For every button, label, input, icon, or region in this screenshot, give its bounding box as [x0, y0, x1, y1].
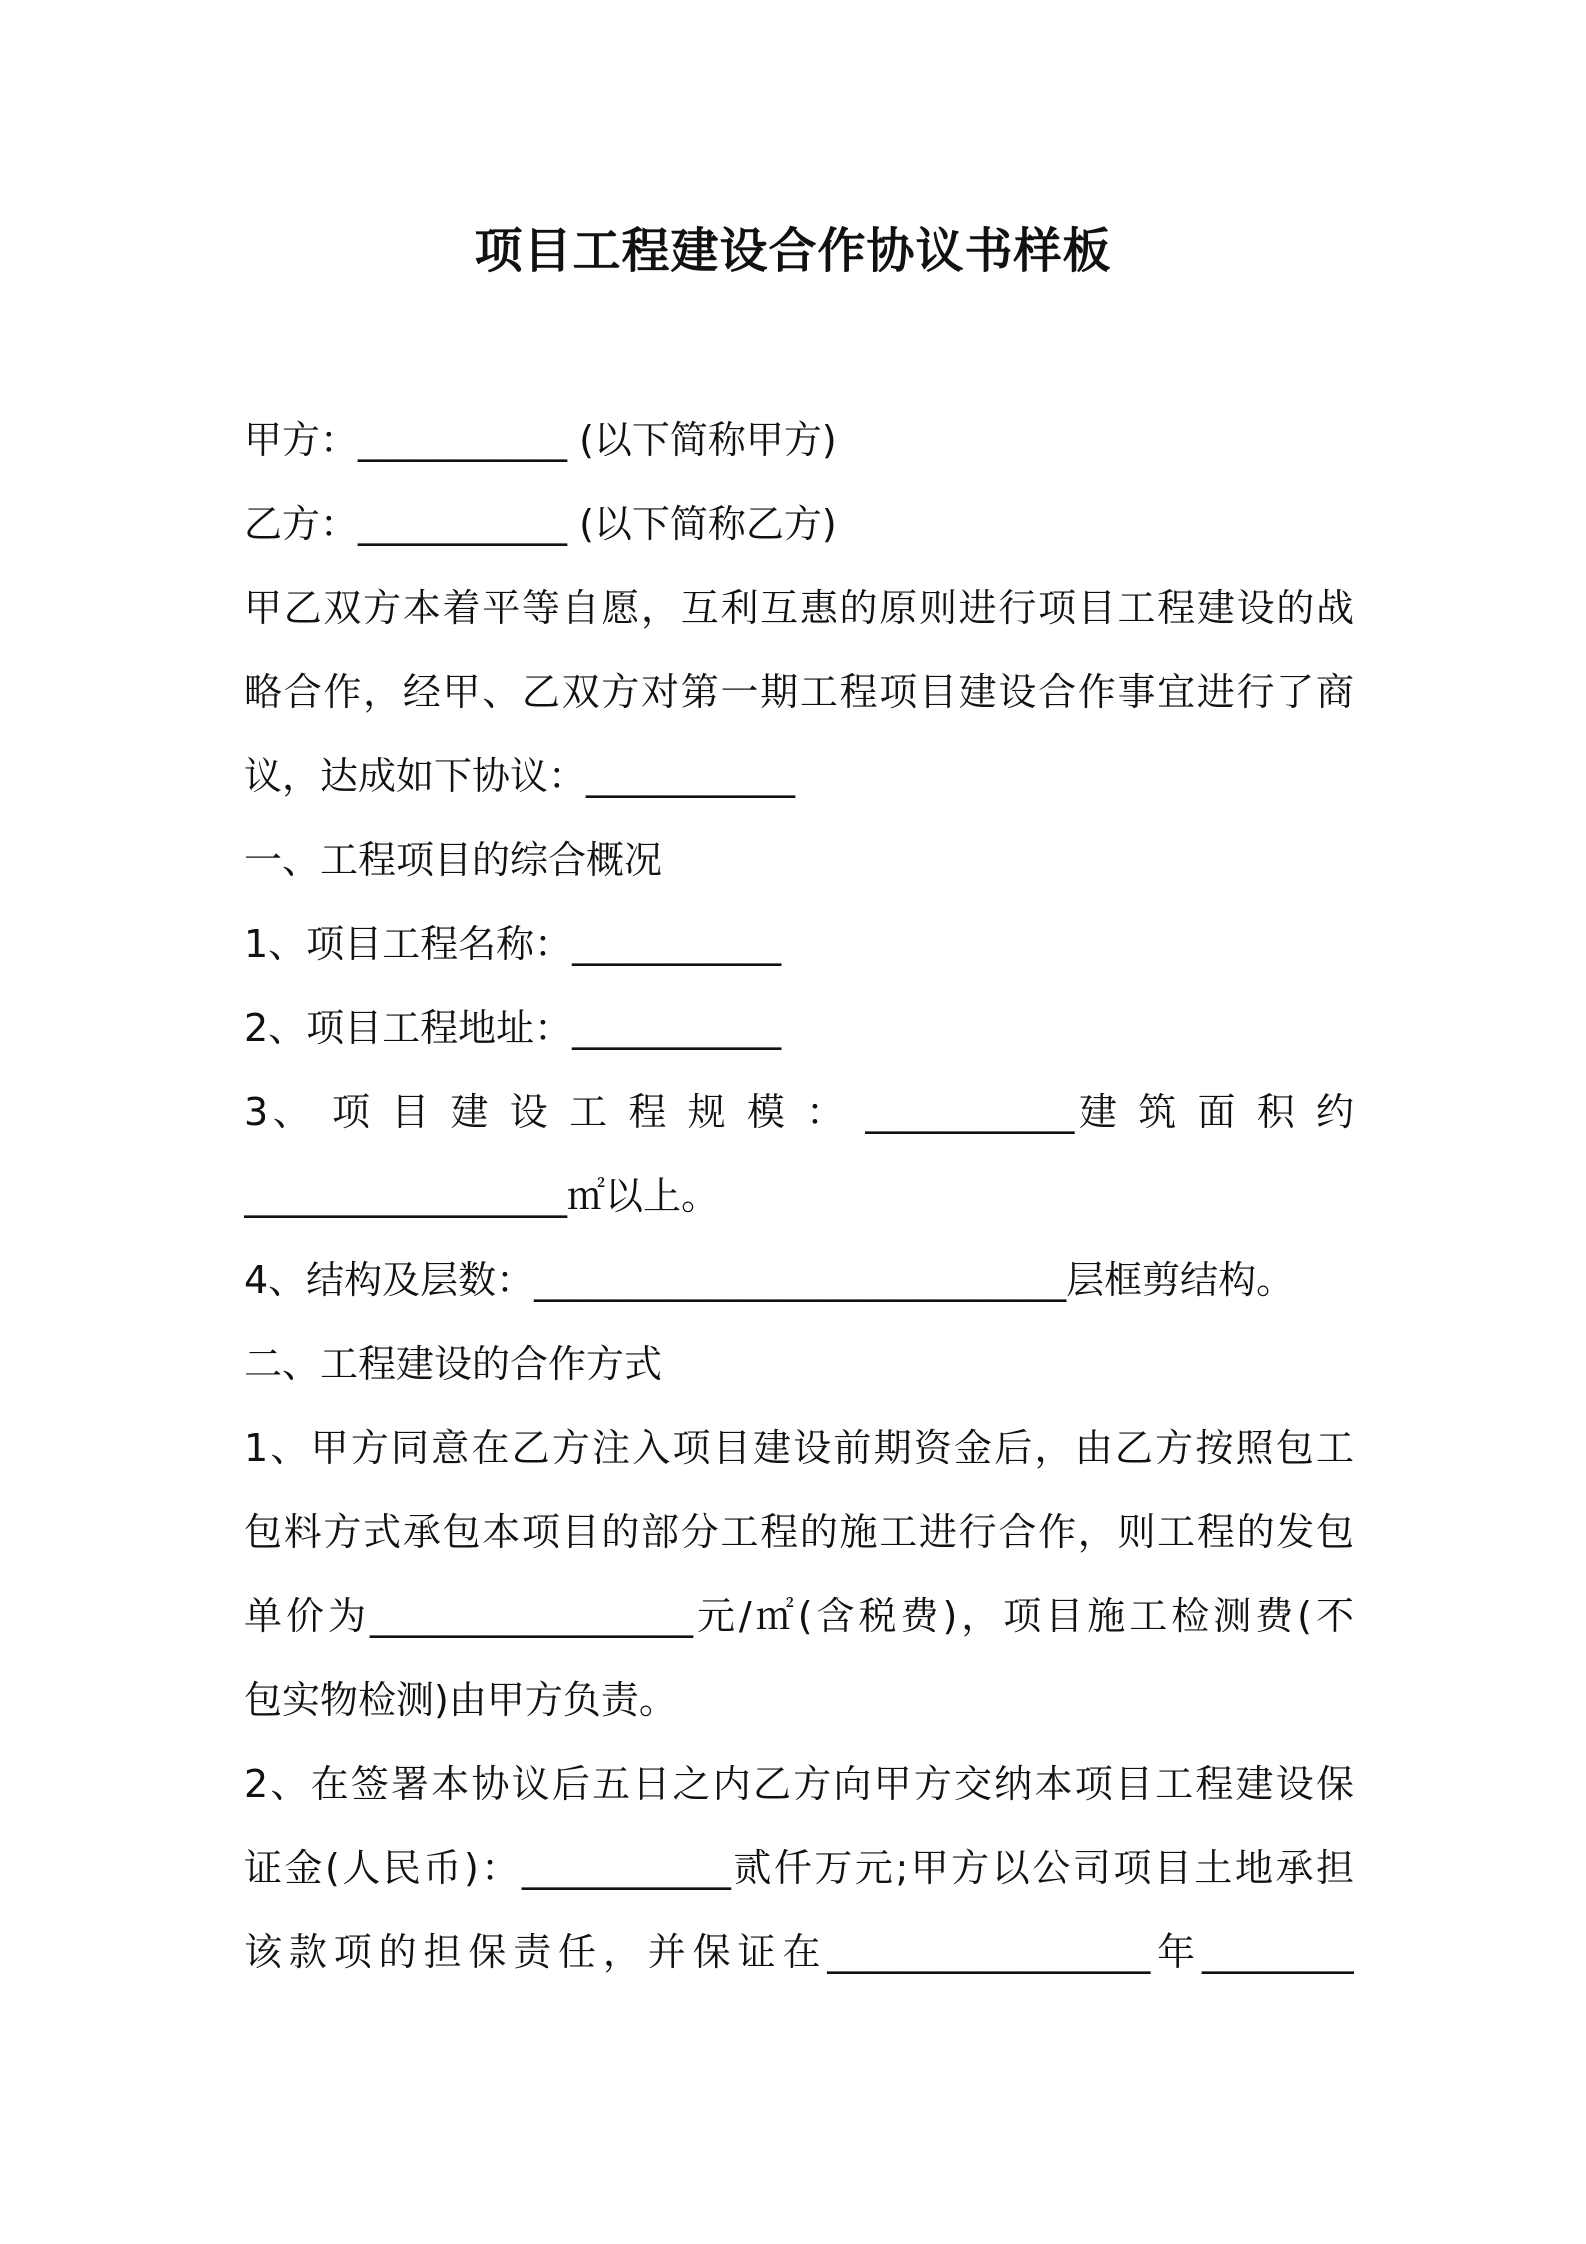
paragraph-line: 证金(人民币)：___________贰仟万元;甲方以公司项目土地承担	[244, 1846, 1354, 1890]
document-title: 项目工程建设合作协议书样板	[474, 223, 1112, 279]
party-b-line: 乙方：___________ (以下简称乙方)	[244, 502, 837, 546]
paragraph-line: 1、甲方同意在乙方注入项目建设前期资金后，由乙方按照包工	[244, 1426, 1354, 1470]
paragraph-line: 议，达成如下协议：___________	[244, 754, 796, 798]
paragraph-line: 单价为_________________元/㎡(含税费)，项目施工检测费(不	[244, 1594, 1354, 1638]
paragraph-line: 该款项的担保责任，并保证在_________________年________	[244, 1930, 1354, 1974]
list-item: 3、 项 目 建 设 工 程 规 模 ： ___________建 筑 面 积 约	[244, 1090, 1354, 1134]
section-heading: 二、工程建设的合作方式	[244, 1342, 663, 1386]
section-heading: 一、工程项目的综合概况	[244, 838, 663, 882]
list-item: 1、项目工程名称：___________	[244, 922, 782, 966]
paragraph-line: 包实物检测)由甲方负责。	[244, 1678, 677, 1722]
list-item: 2、项目工程地址：___________	[244, 1006, 782, 1050]
paragraph-line: 甲乙双方本着平等自愿，互利互惠的原则进行项目工程建设的战	[244, 586, 1354, 630]
list-item: 4、结构及层数：____________________________层框剪结构。	[244, 1258, 1295, 1302]
paragraph-line: 略合作，经甲、乙双方对第一期工程项目建设合作事宜进行了商	[244, 670, 1354, 714]
paragraph-line: 包料方式承包本项目的部分工程的施工进行合作，则工程的发包	[244, 1510, 1354, 1554]
list-item-continuation: _________________㎡以上。	[244, 1174, 720, 1218]
paragraph-line: 2、在签署本协议后五日之内乙方向甲方交纳本项目工程建设保	[244, 1762, 1354, 1806]
party-a-line: 甲方：___________ (以下简称甲方)	[244, 418, 837, 462]
